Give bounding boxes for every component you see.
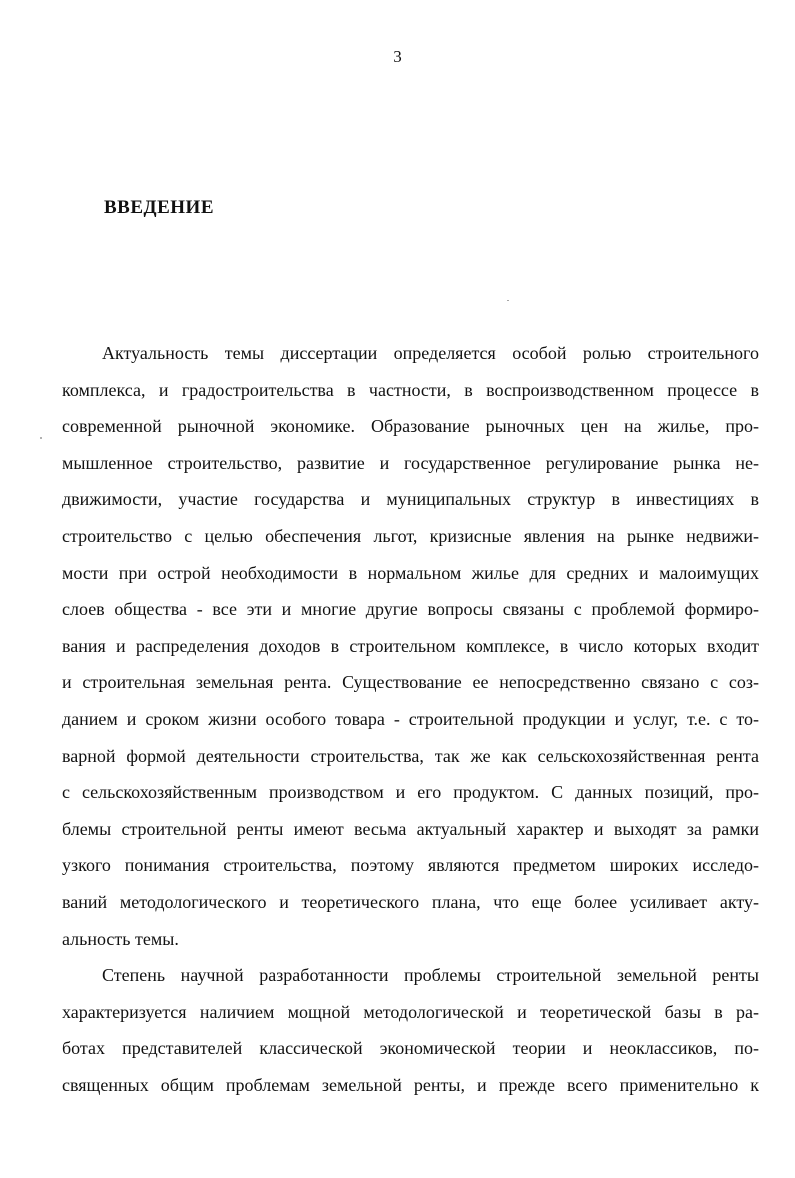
text-line: комплекса, и градостроительства в частности, в воспроизводственном процессе в [62, 379, 759, 400]
text-line: ботах представителей классической экономической теории и неоклассиков, по- [62, 1038, 759, 1059]
text-line: альность темы. [62, 928, 179, 949]
text-line: характеризуется наличием мощной методологической и теоретической базы в ра- [62, 1001, 759, 1022]
text-line: современной рыночной экономике. Образование рыночных цен на жилье, про- [62, 416, 759, 437]
text-line: узкого понимания строительства, поэтому являются предметом широких исследо- [62, 855, 759, 876]
text-line: священных общим проблемам земельной ренты, и прежде всего применительно к [62, 1074, 759, 1095]
text-line: с сельскохозяйственным производством и его продуктом. С данных позиций, про- [62, 782, 759, 803]
section-heading: ВВЕДЕНИЕ [104, 197, 214, 218]
page-number: 3 [393, 47, 402, 66]
text-line: варной формой деятельности строительства, так же как сельскохозяйственная рента [62, 745, 759, 766]
text-line: Степень научной разработанности проблемы строительной земельной ренты [102, 965, 759, 986]
scan-speck [40, 437, 42, 439]
paragraph-research-degree [62, 960, 759, 1106]
text-line: слоев общества - все эти и многие другие вопросы связаны с проблемой формиро- [62, 599, 759, 620]
text-line: строительство с целью обеспечения льгот, кризисные явления на рынке недвижи- [62, 525, 759, 546]
text-line: блемы строительной ренты имеют весьма актуальный характер и выходят за рамки [62, 818, 759, 839]
text-line: Актуальность темы диссертации определяется особой ролью строительного [102, 343, 759, 363]
body-text [62, 338, 759, 1106]
paragraph-relevance [62, 338, 759, 960]
text-line: вания и распределения доходов в строительном комплексе, в число которых входит [62, 635, 759, 656]
text-line: и строительная земельная рента. Существование ее непосредственно связано с соз- [62, 672, 759, 693]
text-line: данием и сроком жизни особого товара - строительной продукции и услуг, т.е. с то- [62, 708, 759, 729]
text-line: мости при острой необходимости в нормальном жилье для средних и малоимущих [62, 562, 759, 583]
scan-speck [507, 300, 509, 301]
text-line: ваний методологического и теоретического плана, что еще более усиливает акту- [62, 891, 759, 912]
text-line: мышленное строительство, развитие и государственное регулирование рынка не- [62, 452, 759, 473]
text-line: движимости, участие государства и муниципальных структур в инвестициях в [62, 489, 759, 510]
